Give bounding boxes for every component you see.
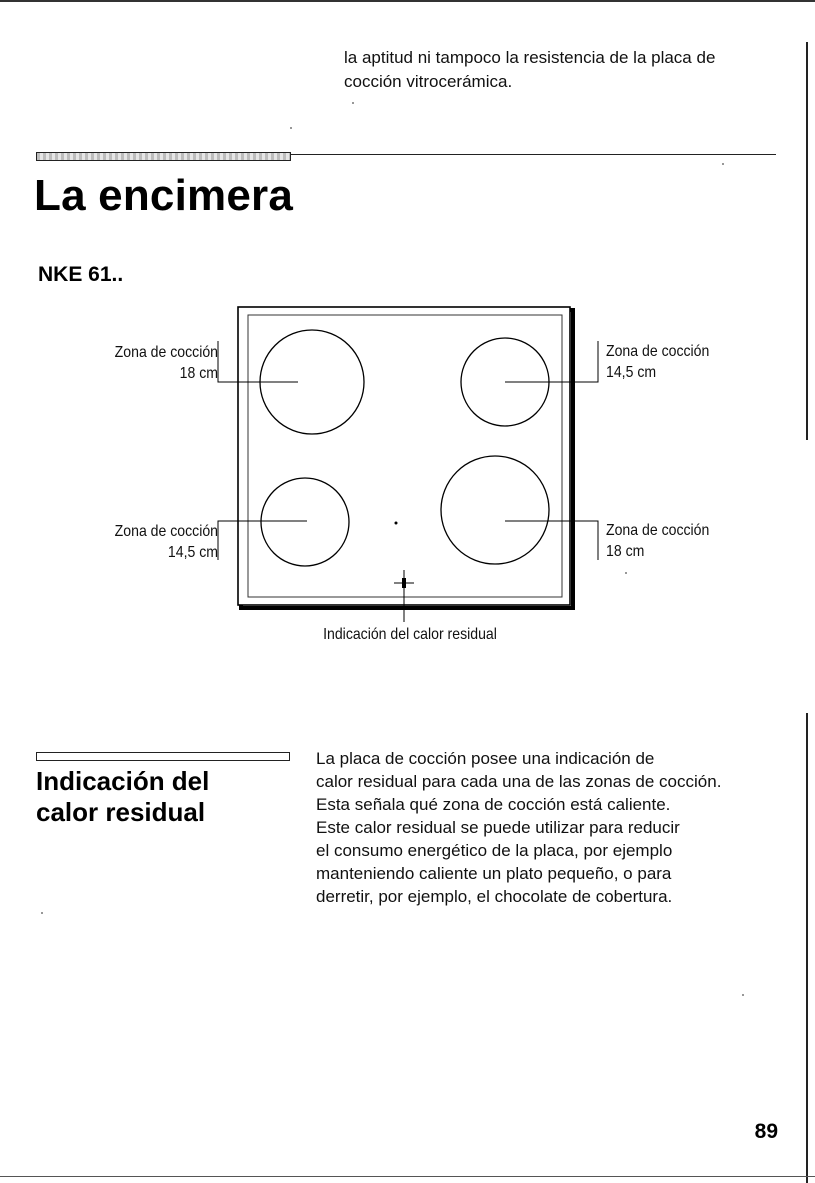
zone-label-bottom-right xyxy=(606,520,747,562)
page-right-edge-lower xyxy=(806,713,808,1183)
subsection-title-line: calor residual xyxy=(36,797,206,827)
cooktop-diagram xyxy=(0,300,815,660)
subsection-bar xyxy=(36,752,290,761)
zone-label-size: 14,5 cm xyxy=(167,544,218,561)
residual-paragraph xyxy=(316,747,796,908)
page-number: 89 xyxy=(754,1120,778,1143)
subsection-title xyxy=(36,766,296,828)
zone-label-top-left xyxy=(77,342,218,384)
intro-line: la aptitud ni tampoco la resistencia de la placa de xyxy=(344,48,716,67)
zone-label-size: 14,5 cm xyxy=(606,364,657,381)
paragraph-line: Este calor residual se puede utilizar para reducir xyxy=(316,818,680,837)
subsection-title-line: Indicación del xyxy=(36,766,210,796)
paragraph-line: Esta señala qué zona de cocción está caliente. xyxy=(316,795,671,814)
scan-speck xyxy=(41,912,43,914)
paragraph-line: La placa de cocción posee una indicación de xyxy=(316,749,655,768)
scan-speck xyxy=(625,572,627,574)
paragraph-line: manteniendo caliente un plato pequeño, o para xyxy=(316,864,672,883)
zone-label-name: Zona de cocción xyxy=(114,523,218,540)
residual-heat-label: Indicación del calor residual xyxy=(323,626,497,643)
model-name: NKE 61.. xyxy=(38,263,124,286)
intro-line: cocción vitrocerámica. xyxy=(344,72,513,91)
section-title: La encimera xyxy=(34,171,294,220)
zone-label-name: Zona de cocción xyxy=(114,344,218,361)
zone-label-top-right xyxy=(606,341,747,383)
paragraph-line: derretir, por ejemplo, el chocolate de cobertura. xyxy=(316,887,673,906)
zone-label-name: Zona de cocción xyxy=(606,522,710,539)
section-bar xyxy=(36,152,291,161)
scan-speck xyxy=(742,994,744,996)
intro-paragraph xyxy=(344,46,784,94)
plate-outer xyxy=(238,307,570,605)
zone-label-name: Zona de cocción xyxy=(606,343,710,360)
scan-speck xyxy=(722,163,724,165)
indicator-mark xyxy=(402,578,406,588)
zone-label-size: 18 cm xyxy=(179,365,218,382)
paragraph-line: el consumo energético de la placa, por ejemplo xyxy=(316,841,673,860)
page-bottom-rule xyxy=(0,1176,815,1177)
scan-speck xyxy=(352,102,354,104)
paragraph-line: calor residual para cada una de las zonas de cocción. xyxy=(316,772,722,791)
zone-label-size: 18 cm xyxy=(606,543,645,560)
page-top-rule xyxy=(0,0,815,2)
scan-speck xyxy=(290,127,292,129)
zone-label-bottom-left xyxy=(77,521,218,563)
plate-dot xyxy=(395,522,398,525)
